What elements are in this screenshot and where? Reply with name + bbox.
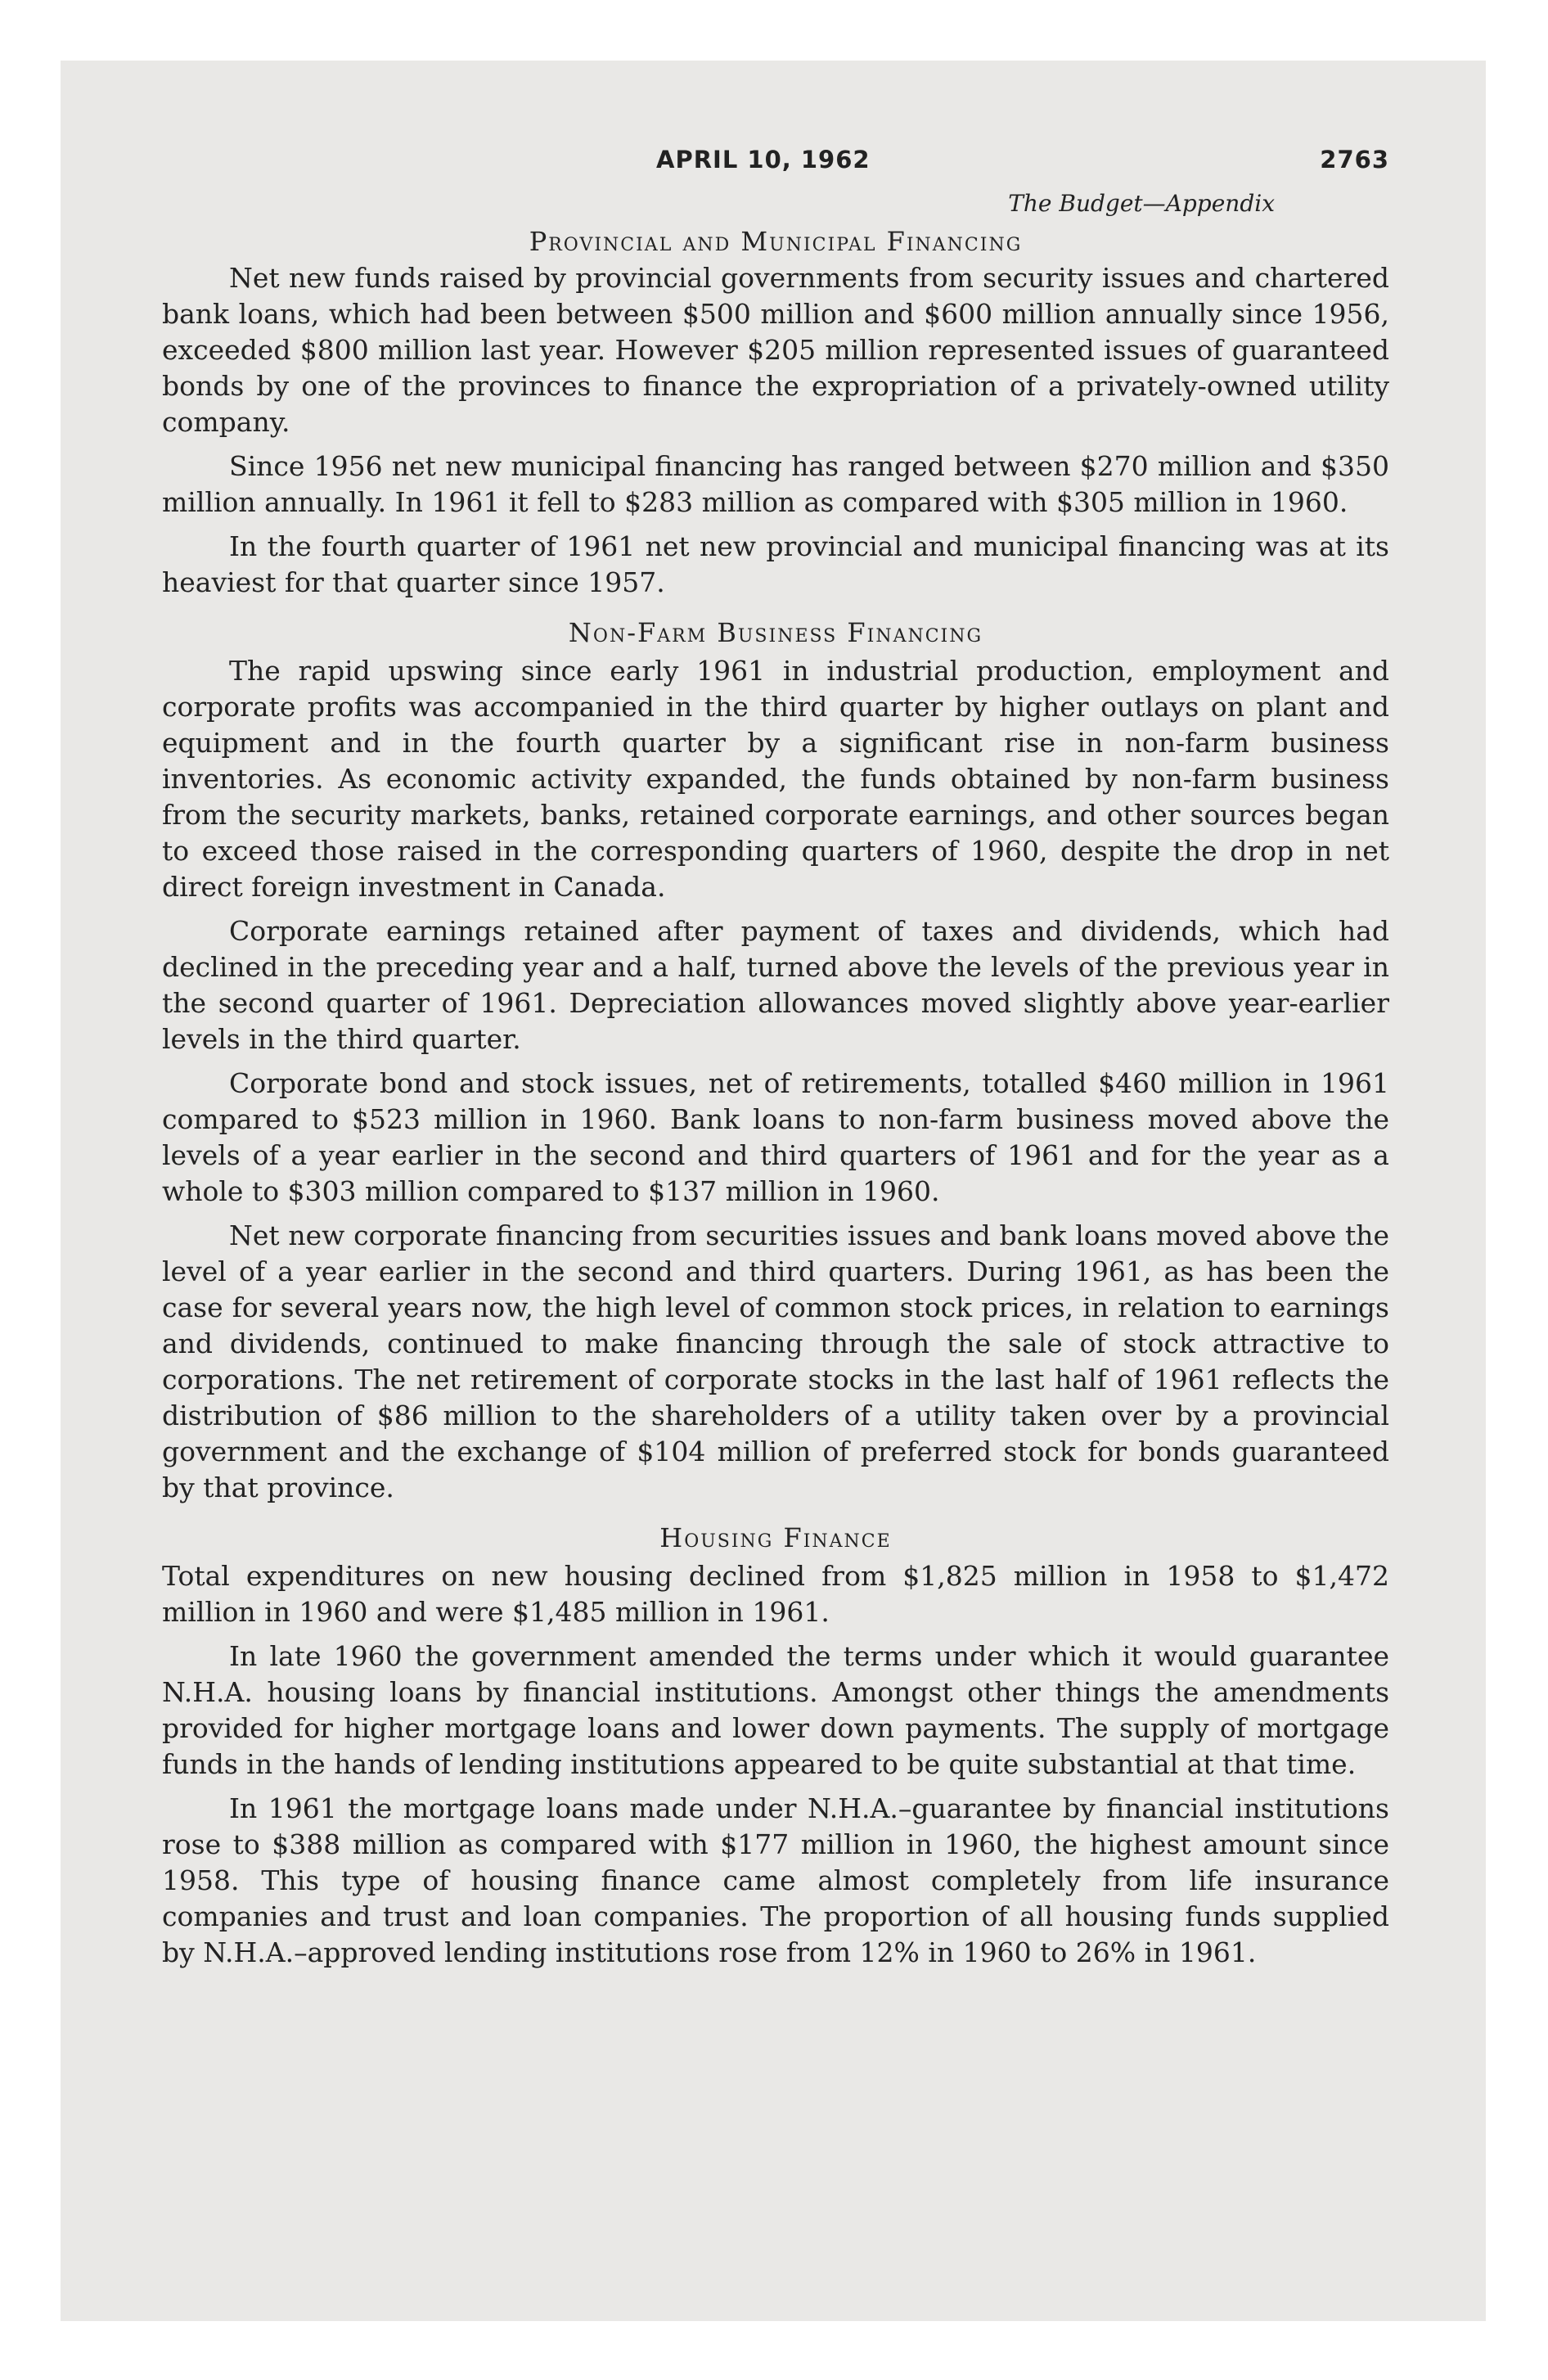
paragraph: In late 1960 the government amended the terms under which it would guarantee N.H.A. housing loans by financial institutions. Amongst other things the amendments provided for higher mortgage loans and lower down payments. The supply of mortgage funds in the hands of lending institutions appeared to be quite substantial at that time. (162, 1640, 1389, 1780)
section-housing-finance (162, 1522, 1389, 1971)
page-number: 2763 (1320, 146, 1389, 174)
page-header (162, 146, 1389, 190)
paragraph: In the fourth quarter of 1961 net new provincial and municipal financing was at its heaviest for that quarter since 1957. (162, 530, 1389, 598)
section-nonfarm-business-financing (162, 617, 1389, 1506)
document-page (162, 146, 1389, 1979)
paragraph: In 1961 the mortgage loans made under N.H.A.–guarantee by financial institutions rose to $388 million as compared with $177 million in 1960, the highest amount since 1958. This type of housing finance came almost completely from life insurance companies and trust and loan companies. The proportion of all housing funds supplied by N.H.A.–approved lending institutions rose from 12% in 1960 to 26% in 1961. (162, 1792, 1389, 1968)
paragraph: Total expenditures on new housing declined from $1,825 million in 1958 to $1,472 million in 1960 and were $1,485 million in 1961. (162, 1560, 1389, 1628)
header-date: APRIL 10, 1962 (656, 146, 871, 174)
section-heading: Non-Farm Business Financing (568, 617, 983, 648)
paragraph: Corporate earnings retained after payment of taxes and dividends, which had declined in the preceding year and a half, turned above the levels of the previous year in the second quarter of 1961. Depreciation allowances moved slightly above year-earlier levels in the third quarter. (162, 915, 1389, 1055)
section-provincial-financing (162, 226, 1389, 601)
section-heading: Housing Finance (659, 1522, 892, 1553)
section-heading: Provincial and Municipal Financing (529, 226, 1023, 257)
paragraph: Net new corporate financing from securities issues and bank loans moved above the level of a year earlier in the second and third quarters. During 1961, as has been the case for several years now, the high level of common stock prices, in relation to earnings and dividends, continued to make financing through the sale of stock attractive to corporations. The net retirement of corporate stocks in the last half of 1961 reflects the distribution of $86 million to the shareholders of a utility taken over by a provincial government and the exchange of $104 million of preferred stock for bonds guaranteed by that province. (162, 1219, 1389, 1503)
paragraph: The rapid upswing since early 1961 in industrial production, employment and corporate profits was accompanied in the third quarter by higher outlays on plant and equipment and in the fourth quarter by a significant rise in non-farm business inventories. As economic activity expanded, the funds obtained by non-farm business from the security markets, banks, retained corporate earnings, and other sources began to exceed those raised in the corresponding quarters of 1960, despite the drop in net direct foreign investment in Canada. (162, 655, 1389, 903)
paragraph: Since 1956 net new municipal financing has ranged between $270 million and $350 million annually. In 1961 it fell to $283 million as compared with $305 million in 1960. (162, 450, 1389, 518)
running-title: The Budget—Appendix (1008, 190, 1275, 217)
paragraph: Corporate bond and stock issues, net of retirements, totalled $460 million in 1961 compared to $523 million in 1960. Bank loans to non-farm business moved above the levels of a year earlier in the second and third quarters of 1961 and for the year as a whole to $303 million compared to $137 million in 1960. (162, 1067, 1389, 1207)
paragraph: Net new funds raised by provincial governments from security issues and chartered bank loans, which had been between $500 million and $600 million annually since 1956, exceeded $800 million last year. However $205 million represented issues of guaranteed bonds by one of the provinces to finance the expropriation of a privately-owned utility company. (162, 262, 1389, 438)
